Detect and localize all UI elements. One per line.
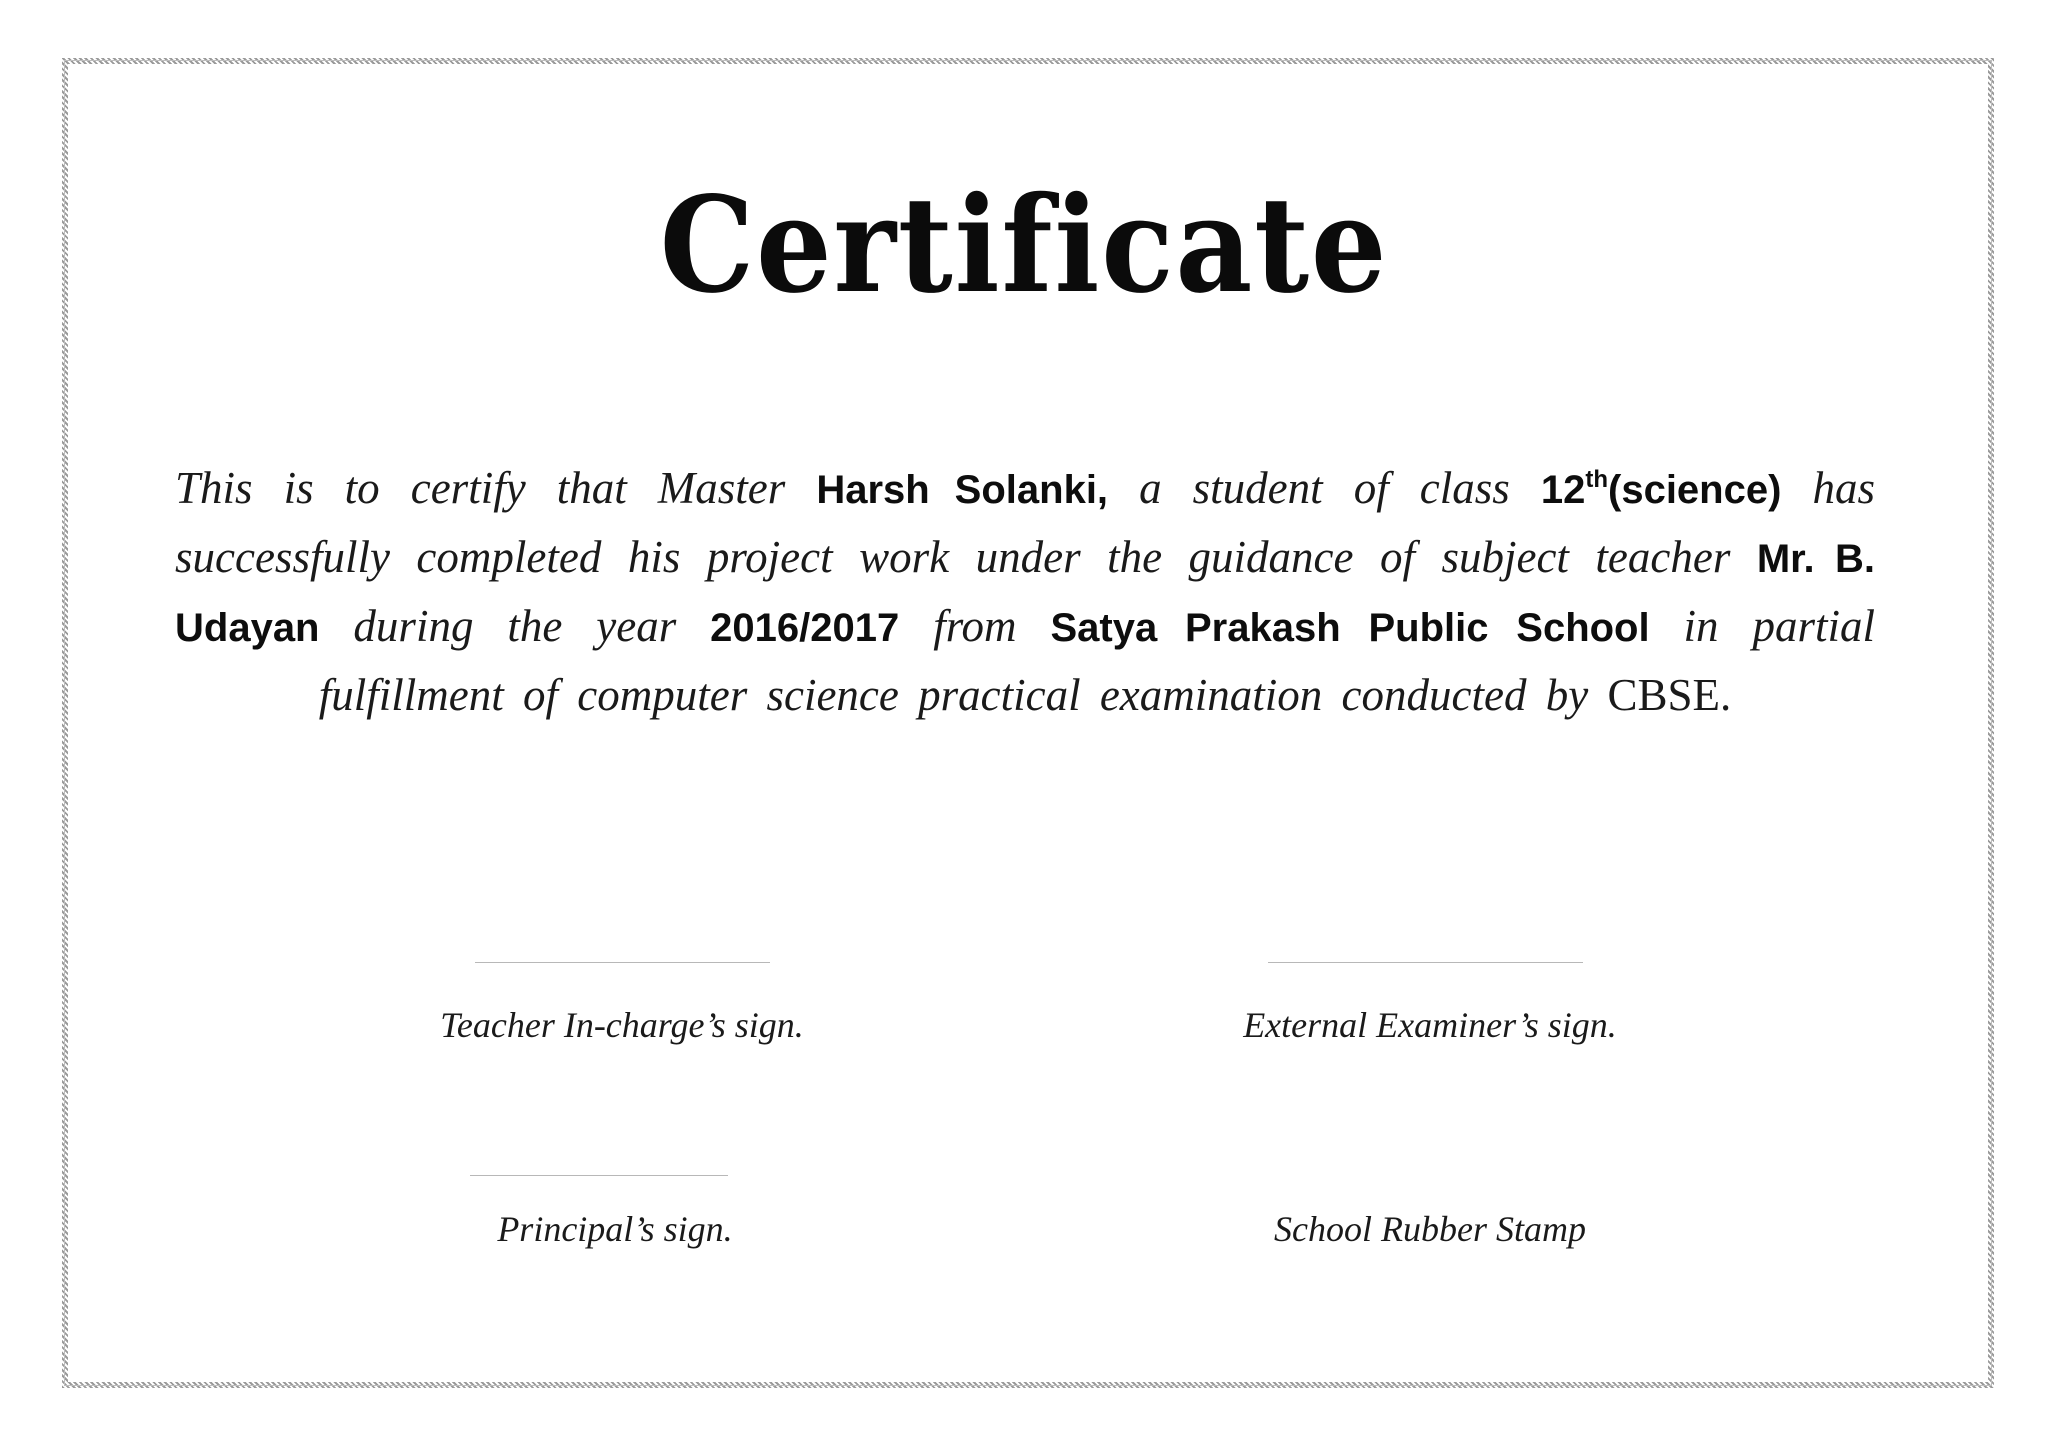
- principal-signature-line: [470, 1175, 728, 1176]
- statement-text-5: from: [899, 601, 1051, 651]
- statement-text-2: a student of class: [1108, 463, 1541, 513]
- class-stream: (science): [1608, 468, 1782, 512]
- principal-signature-label: Principal’s sign.: [497, 1209, 733, 1249]
- certificate-title: Certificate: [659, 168, 1389, 323]
- teacher-name: Mr. B. Udayan: [175, 537, 1876, 650]
- external-examiner-signature-line: [1268, 962, 1583, 963]
- school-name: Satya Prakash Public School: [1050, 606, 1650, 650]
- teacher-signature-label: Teacher In-charge’s sign.: [440, 1005, 804, 1045]
- student-class: [1541, 468, 1782, 512]
- teacher-signature-line: [475, 962, 770, 963]
- school-stamp-label: School Rubber Stamp: [1274, 1209, 1586, 1249]
- statement-text-1: This is to certify that Master: [175, 463, 817, 513]
- student-name: Harsh Solanki,: [816, 468, 1109, 512]
- class-suffix: th: [1585, 466, 1608, 493]
- statement-text-6: in partial fulfillment of computer science practical examination conducted by: [318, 601, 1875, 720]
- class-number: 12: [1540, 468, 1586, 512]
- external-examiner-signature-label: External Examiner’s sign.: [1243, 1005, 1617, 1045]
- statement-text-4: during the year: [319, 601, 711, 651]
- board-name: CBSE.: [1607, 670, 1732, 720]
- certificate-statement: [175, 455, 1875, 729]
- academic-year: 2016/2017: [710, 606, 900, 650]
- statement-text-3: has successfully completed his project work under the guidance of subject teacher: [175, 463, 1875, 582]
